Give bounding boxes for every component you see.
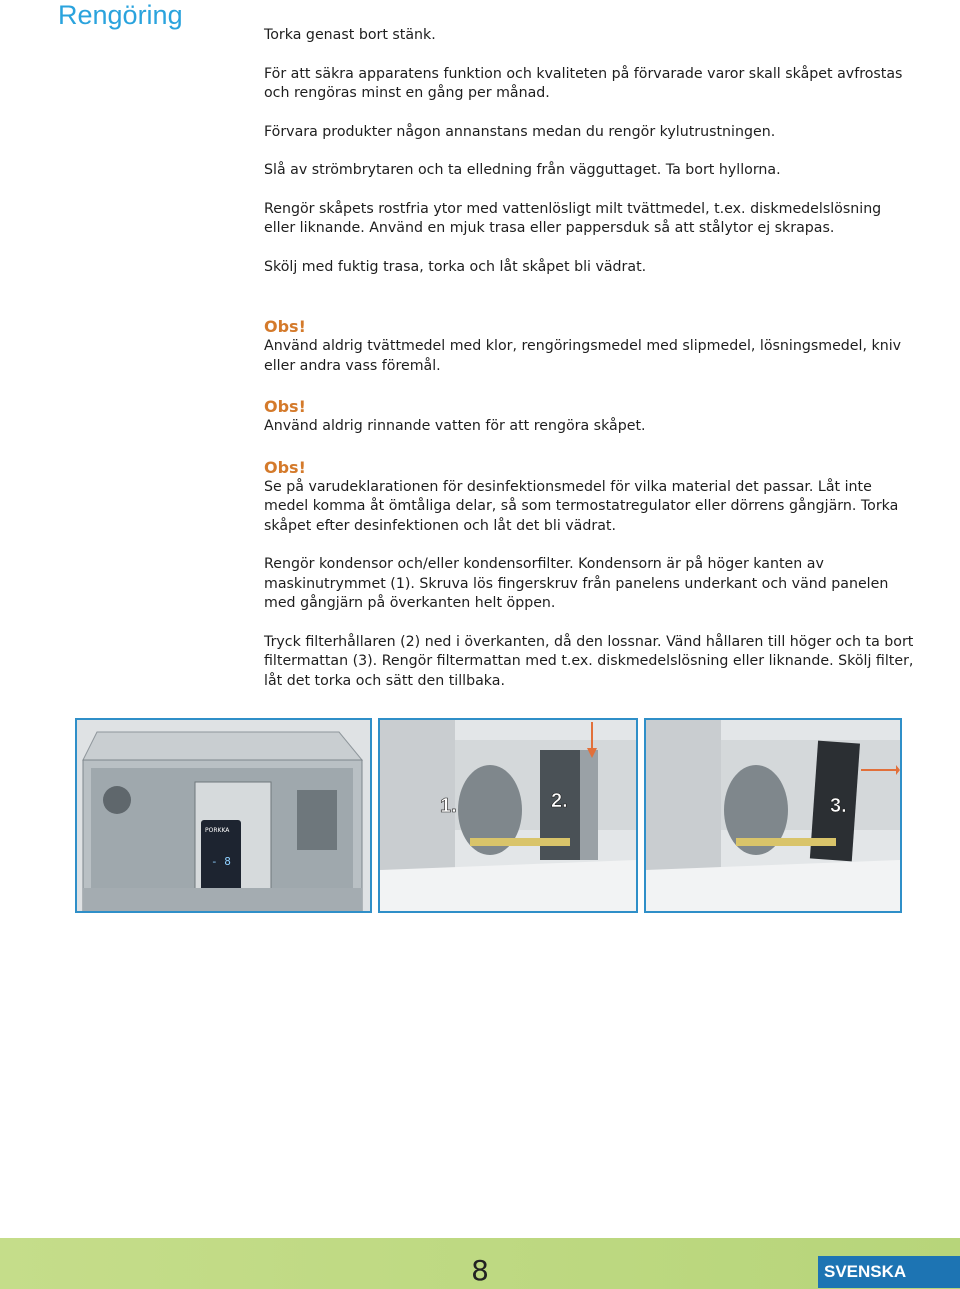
paragraph: Skölj med fuktig trasa, torka och låt skåpet bli vädrat.: [264, 258, 647, 275]
arrow-down-icon: [587, 722, 597, 758]
paragraph: Förvara produkter någon annanstans medan du rengör kylutrustningen.: [264, 123, 776, 140]
display-readout: - 8: [211, 855, 231, 868]
step-label: 3.: [830, 795, 847, 817]
page-number: 8: [471, 1254, 489, 1287]
language-tab: SVENSKA: [818, 1256, 960, 1288]
instruction-text: [264, 26, 914, 691]
brand-logo: PORKKA: [205, 827, 230, 834]
obs-label: Obs!: [264, 317, 306, 336]
paragraph: Slå av strömbrytaren och ta elledning från vägguttaget. Ta bort hyllorna.: [264, 162, 781, 178]
paragraph: Rengör skåpets rostfria ytor med vattenlösligt milt tvättmedel, t.ex. diskmedelslösning eller liknande. Använd en mjuk trasa eller pappersduk så att stålytor ej skrapas.: [264, 200, 882, 236]
figure-step-2: [644, 718, 902, 913]
paragraph: Tryck filterhållaren (2) ned i överkanten, då den lossnar. Vänd hållaren till höger och ta bort filtermattan (3). Rengör filtermattan med t.ex. diskmedelslösning eller liknande. Skölj filter, låt det torka och sätt den tillbaka.: [264, 633, 914, 689]
obs-text: Använd aldrig tvättmedel med klor, rengöringsmedel med slipmedel, lösningsmedel, kniv eller andra vass föremål.: [264, 338, 902, 374]
step-label: 1.: [440, 795, 457, 817]
paragraph: För att säkra apparatens funktion och kvaliteten på förvarade varor skall skåpet avfrostas och rengöras minst en gång per månad.: [264, 65, 903, 101]
obs-label: Obs!: [264, 457, 306, 477]
obs-label: Obs!: [264, 397, 306, 416]
paragraph: Rengör kondensor och/eller kondensorfilter. Kondensorn är på höger kanten av maskinutrymmet (1). Skruva lös fingerskruv från panelens underkant och vänd panelen med gångjärn på överkanten helt öppen.: [264, 556, 889, 611]
step-label: 2.: [551, 790, 568, 812]
obs-text: Använd aldrig rinnande vatten för att rengöra skåpet.: [264, 418, 646, 434]
figure-strip: [75, 718, 902, 913]
obs-text: Se på varudeklarationen för desinfektionsmedel för vilka material det passar. Låt inte medel komma åt ömtåliga delar, så som termostatregulator eller dörrens gångjärn. Torka skåpet efter desinfektionen och låt det bli vädrat.: [264, 478, 899, 534]
figure-step-1: [378, 718, 638, 913]
paragraph: Torka genast bort stänk.: [264, 27, 436, 43]
page-title: Rengöring: [58, 0, 183, 30]
figure-cabinet: [75, 718, 372, 913]
